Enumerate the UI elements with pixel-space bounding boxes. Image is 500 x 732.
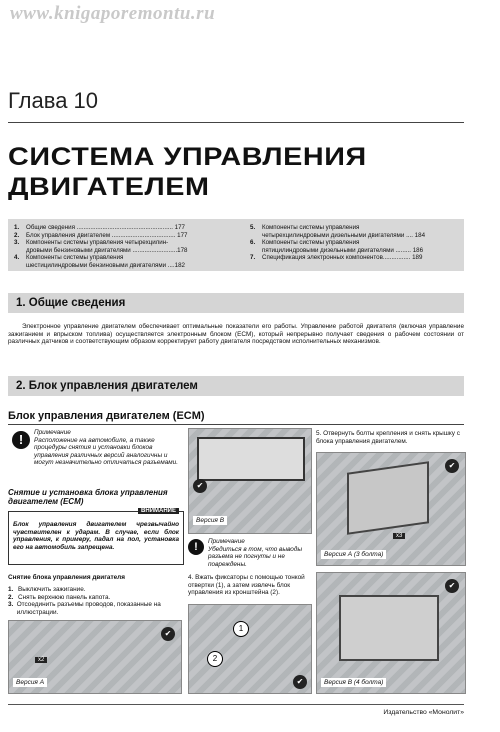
note-icon: ! — [12, 431, 30, 449]
photo-caption: Версия А (3 болта) — [321, 550, 386, 559]
toc-item[interactable]: 2. Блок управления двигателем ..................................... 177 — [14, 231, 188, 239]
toc-item[interactable]: 3. Компоненты системы управления четырехцилин- — [14, 239, 169, 247]
toc-left — [14, 224, 238, 270]
toc-item[interactable]: 5. Компоненты системы управления — [250, 224, 360, 231]
photo-version-b — [188, 428, 312, 534]
ecm-unit-illustration — [347, 461, 429, 535]
removal-heading: Снятие и установка блока управления двигателем (ECM) — [8, 488, 168, 506]
check-icon: ✔ — [445, 459, 459, 473]
title-line-2: ДВИГАТЕЛЕМ — [8, 173, 210, 201]
toc-right — [250, 224, 462, 262]
table-of-contents — [8, 219, 464, 271]
photo-caption: Версия А — [13, 678, 47, 687]
toc-item[interactable]: шестицилиндровыми бензиновыми двигателями ....182 — [26, 261, 185, 269]
ecm-illustration — [197, 437, 305, 481]
photo-caption: Версия В — [193, 516, 227, 525]
check-icon: ✔ — [293, 675, 307, 689]
toc-item[interactable]: пятицилиндровыми дизельными двигателями ......... 186 — [262, 246, 424, 254]
note-label: Примечание — [34, 429, 71, 436]
x3-badge: x3 — [393, 533, 405, 539]
photo-version-a — [8, 620, 182, 694]
watermark: www.knigaporemontu.ru — [10, 3, 216, 24]
check-icon: ✔ — [445, 579, 459, 593]
ecm-unit-illustration — [339, 595, 439, 661]
section-header-general: 1. Общие сведения — [8, 293, 464, 313]
note-text: Расположение на автомобиле, а также процедуры снятия и установки блоков управления различных версий аналогичны и могут незначительно отличаться разъемами. — [34, 436, 178, 467]
note-icon: ! — [188, 539, 204, 555]
toc-item[interactable]: 4. Компоненты системы управления — [14, 254, 124, 262]
photo-version-b4 — [316, 572, 466, 694]
photo-caption: Версия В (4 болта) — [321, 678, 386, 687]
note-1 — [34, 429, 182, 467]
step-4: 4. Вжать фиксаторы с помощью тонкой отвертки (1), а затем извлечь блок управления из кронштейна (2). — [188, 574, 305, 597]
warning-label: ВНИМАНИЕ — [138, 508, 179, 514]
photo-step-4 — [188, 604, 312, 694]
title-line-1: СИСТЕМА УПРАВЛЕНИЯ — [8, 143, 367, 171]
toc-item[interactable]: дровыми бензиновыми двигателями ..........................178 — [26, 246, 188, 254]
x2-badge: x2 — [35, 657, 47, 663]
warning-text: Блок управления двигателем чрезвычайно чувствителен к ударам. В случае, если блок управления, к примеру, падал на пол, установка его на автомобиль запрещена. — [13, 521, 179, 551]
callout-1: 1 — [233, 621, 249, 637]
divider — [8, 424, 464, 425]
chapter-title — [8, 142, 367, 202]
toc-item[interactable]: четырехцилиндровыми дизельными двигателями .... 184 — [262, 231, 426, 239]
warning-box — [8, 508, 184, 565]
check-icon: ✔ — [193, 479, 207, 493]
footer-divider — [8, 704, 464, 705]
removal-subheading: Снятие блока управления двигателя — [8, 574, 125, 581]
photo-version-a3 — [316, 452, 466, 566]
subsection-title: Блок управления двигателем (ECM) — [8, 410, 205, 422]
note-2 — [208, 538, 310, 568]
chapter-label: Глава 10 — [8, 88, 99, 113]
note-label: Примечание — [208, 538, 245, 545]
step-item: 1. Выключить зажигание. — [8, 586, 86, 593]
general-text: Электронное управление двигателем обеспечивает оптимальные показатели его работы. Управление работой двигателя (включая управление зажиганием и впрыском топлива) осуществляется электронным блоком (ECM), который непрерывно получает сведения о рабочем состоянии от различных датчиков и соответствующим образом корректирует работу двигателя посредством исполнительных механизмов. — [8, 323, 464, 346]
section-header-ecm: 2. Блок управления двигателем — [8, 376, 464, 396]
toc-item[interactable]: 1. Общие сведения ........................................................ 177 — [14, 224, 185, 231]
callout-2: 2 — [207, 651, 223, 667]
step-item: 2. Снять верхнюю панель капота. — [8, 593, 111, 601]
divider — [8, 122, 464, 123]
toc-item[interactable]: 6. Компоненты системы управления — [250, 239, 360, 247]
note-text: Убедиться в том, что выводы разъема не погнуты и не повреждены. — [208, 545, 303, 568]
check-icon: ✔ — [161, 627, 175, 641]
toc-item[interactable]: 7. Спецификация электронных компонентов................ 189 — [250, 254, 423, 262]
steps-list — [8, 586, 180, 616]
step-5: 5. Отвернуть болты крепления и снять крышку с блока управления двигателем. — [316, 430, 460, 445]
step-item: 3. Отсоединить разъемы проводов, показанные на иллюстрации. — [8, 601, 161, 616]
publisher-footer: Издательство «Монолит» — [383, 709, 464, 716]
